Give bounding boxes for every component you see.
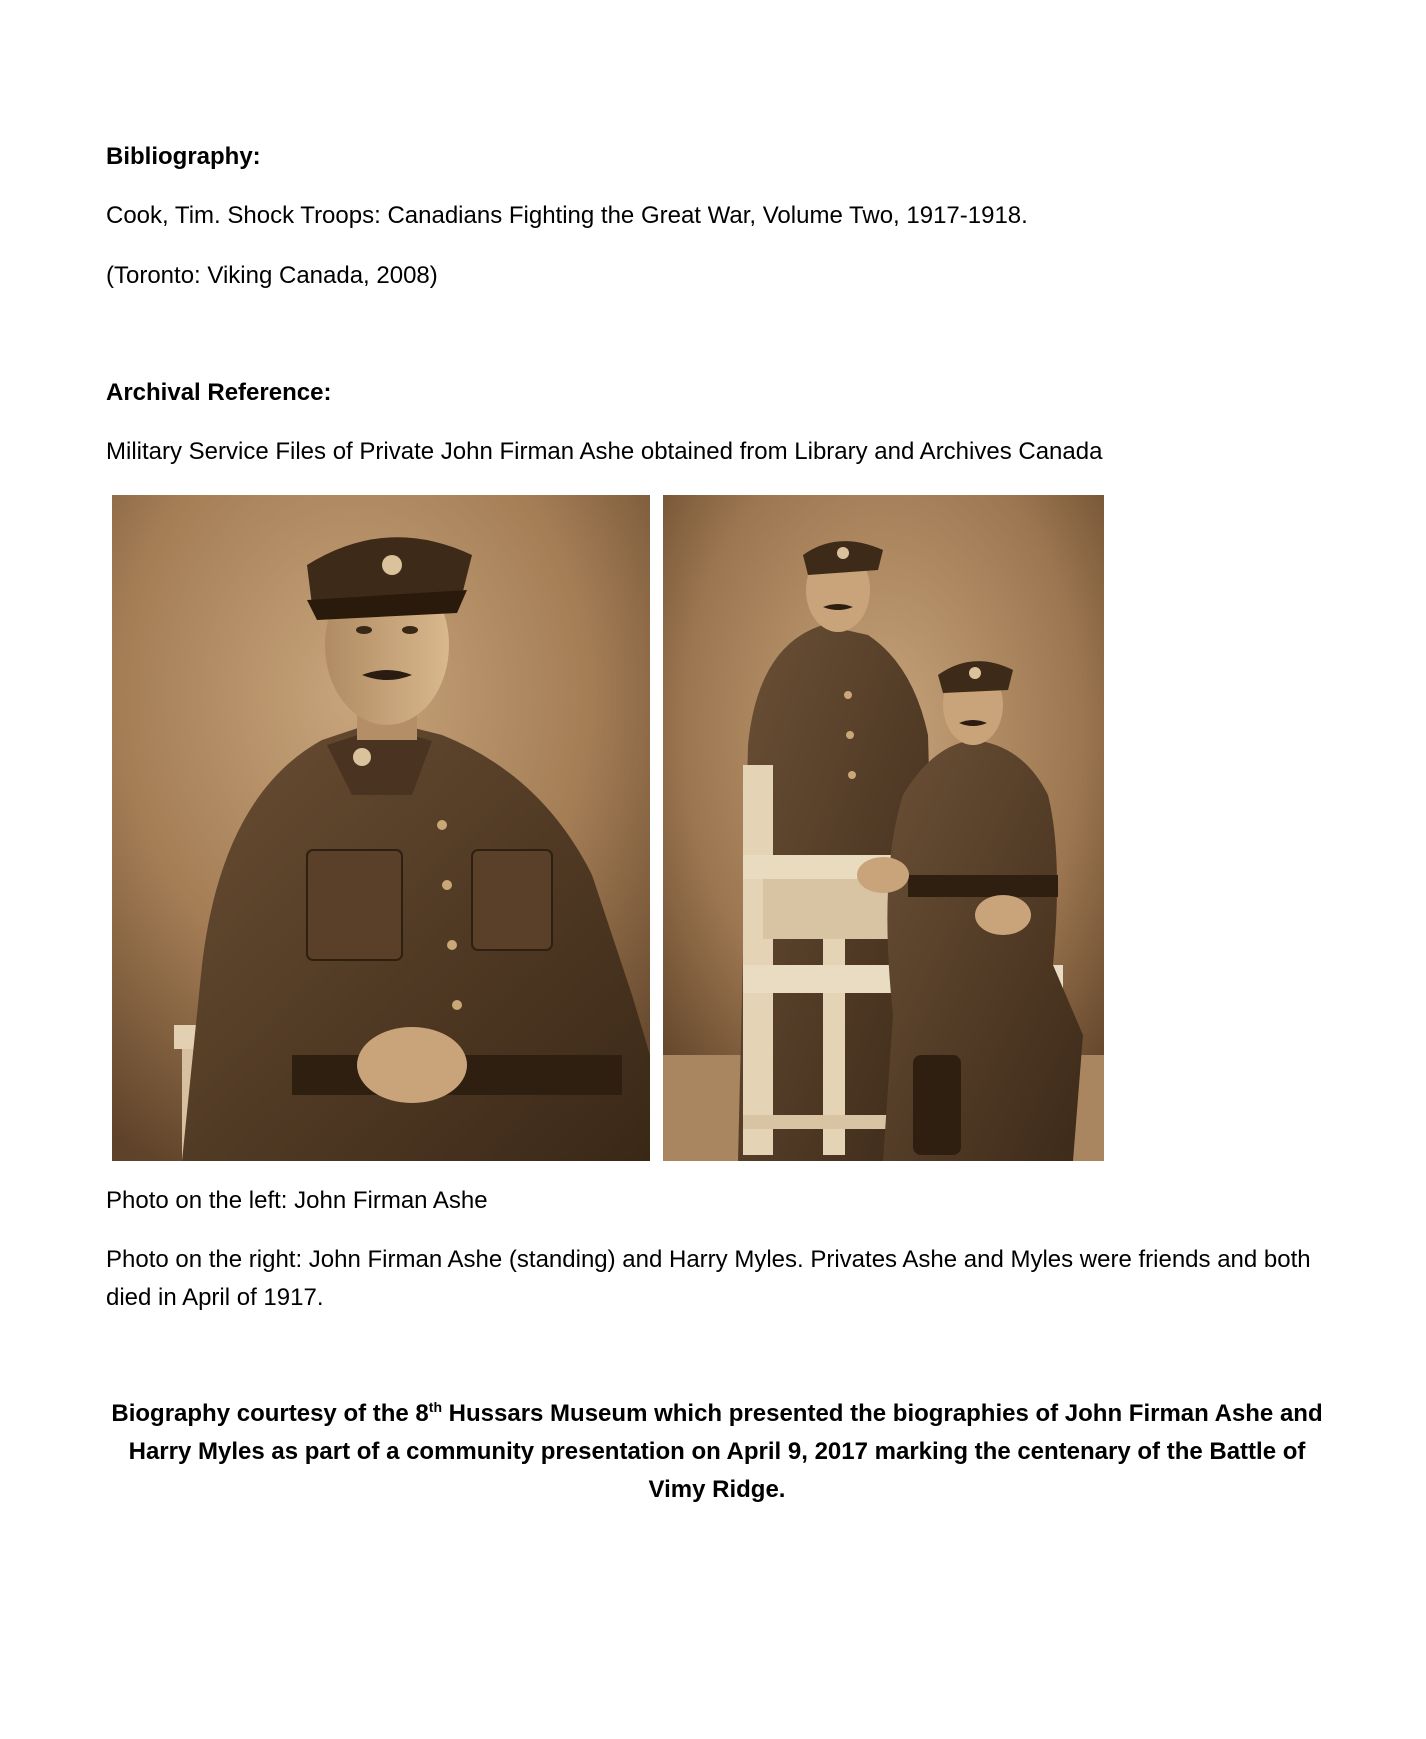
bibliography-heading: Bibliography: xyxy=(106,143,261,170)
biography-credit xyxy=(106,1395,1328,1509)
archival-reference: Military Service Files of Private John Firman Ashe obtained from Library and Archives Canada xyxy=(106,438,1103,465)
bibliography-publisher: (Toronto: Viking Canada, 2008) xyxy=(106,262,438,289)
archival-heading: Archival Reference: xyxy=(106,379,332,406)
credit-ordinal-suffix: th xyxy=(428,1399,442,1415)
photo-ashe-and-myles xyxy=(663,495,1104,1161)
credit-text-start: Biography courtesy of the 8 xyxy=(111,1400,429,1427)
bibliography-citation: Cook, Tim. Shock Troops: Canadians Fighting the Great War, Volume Two, 1917-1918. xyxy=(106,202,1028,229)
right-photo-caption: Photo on the right: John Firman Ashe (standing) and Harry Myles. Privates Ashe and Myles were friends and both died in April of 1917. xyxy=(106,1246,1311,1311)
left-photo-caption: Photo on the left: John Firman Ashe xyxy=(106,1187,488,1214)
credit-text-end: Hussars Museum which presented the biographies of John Firman Ashe and Harry Myles as part of a community presentation on April 9, 2017 marking the centenary of the Battle of Vimy Ridge. xyxy=(128,1400,1323,1503)
photo-john-firman-ashe xyxy=(112,495,650,1161)
